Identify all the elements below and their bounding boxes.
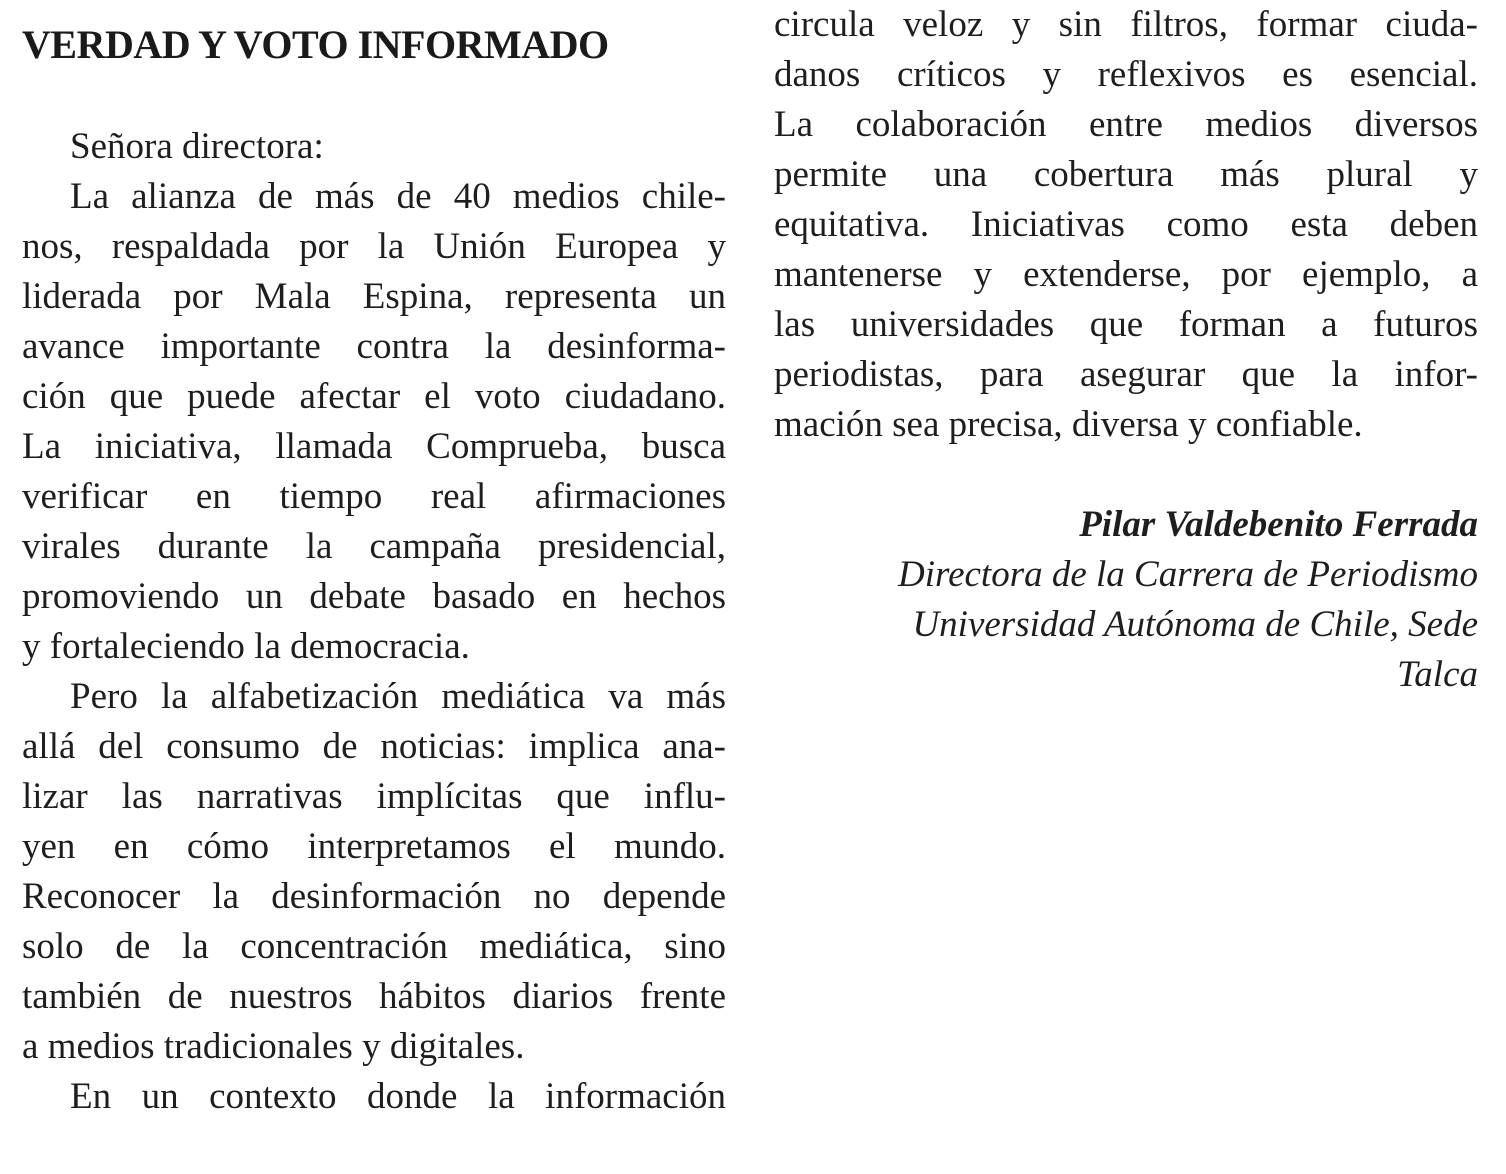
body-line: periodistas, para asegurar que la infor- [774,354,1478,395]
body-line: las universidades que forman a futuros [774,304,1478,345]
body-line: mantenerse y extenderse, por ejemplo, a [774,254,1478,295]
body-line: liderada por Mala Espina, representa un [22,276,726,317]
body-line: La iniciativa, llamada Comprueba, busca [22,426,726,467]
body-line: solo de la concentración mediática, sino [22,926,726,967]
body-line: permite una cobertura más plural y [774,154,1478,195]
article-headline: VERDAD Y VOTO INFORMADO [22,22,609,67]
body-line: Pero la alfabetización mediática va más [70,676,726,717]
body-line: yen en cómo interpretamos el mundo. [22,826,726,867]
body-line: virales durante la campaña presidencial, [22,526,726,567]
body-line: mación sea precisa, diversa y confiable. [774,404,1363,445]
body-line: En un contexto donde la información [70,1076,726,1117]
salutation: Señora directora: [70,126,324,167]
body-line: circula veloz y sin filtros, formar ciuda- [774,4,1478,45]
signature-title: Directora de la Carrera de Periodismo [898,554,1478,595]
body-line: lizar las narrativas implícitas que influ- [22,776,726,817]
body-line: también de nuestros hábitos diarios frente [22,976,726,1017]
body-line: Reconocer la desinformación no depende [22,876,726,917]
signature-location: Talca [1397,654,1478,695]
body-line: La colaboración entre medios diversos [774,104,1478,145]
body-line: La alianza de más de 40 medios chile- [70,176,726,217]
signature-name: Pilar Valdebenito Ferrada [1079,504,1478,545]
body-line: nos, respaldada por la Unión Europea y [22,226,726,267]
body-line: promoviendo un debate basado en hechos [22,576,726,617]
body-line: a medios tradicionales y digitales. [22,1026,525,1067]
body-line: avance importante contra la desinforma- [22,326,726,367]
body-line: danos críticos y reflexivos es esencial. [774,54,1478,95]
signature-institution: Universidad Autónoma de Chile, Sede [912,604,1478,645]
body-line: allá del consumo de noticias: implica ana- [22,726,726,767]
body-line: y fortaleciendo la democracia. [22,626,470,667]
body-line: equitativa. Iniciativas como esta deben [774,204,1478,245]
body-line: verificar en tiempo real afirmaciones [22,476,726,517]
body-line: ción que puede afectar el voto ciudadano. [22,376,726,417]
